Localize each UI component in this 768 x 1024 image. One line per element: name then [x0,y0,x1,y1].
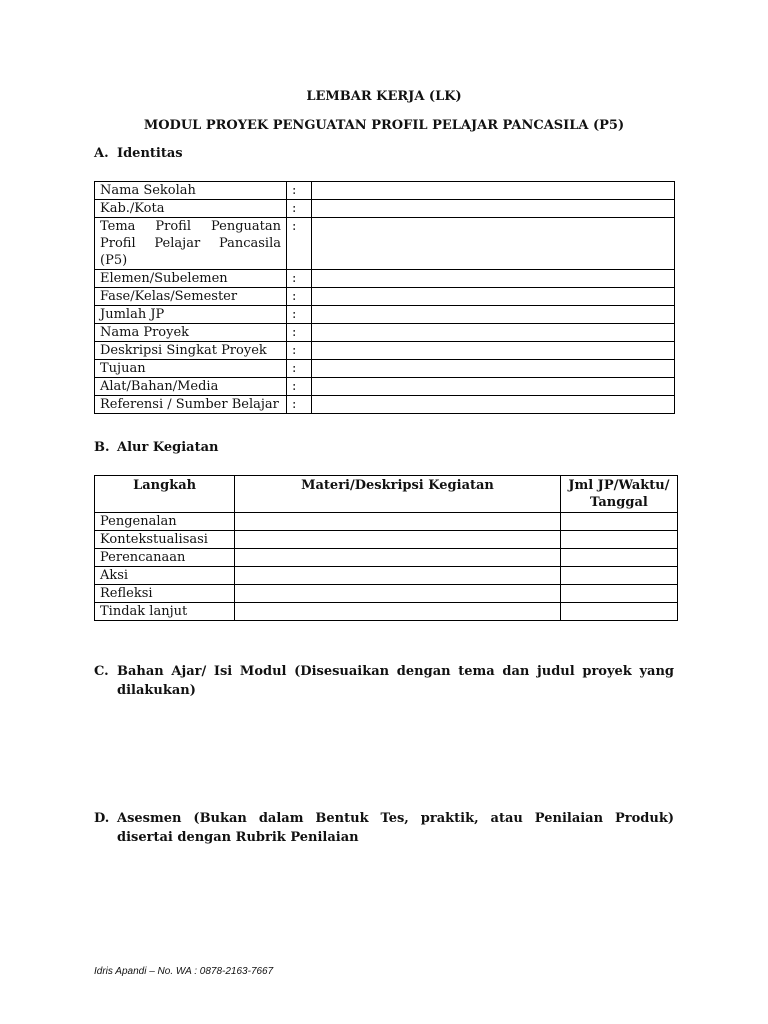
identitas-table [94,181,675,414]
alur-langkah: Refleksi [95,585,235,603]
alur-materi-field[interactable] [235,513,561,531]
identitas-value-field[interactable] [312,306,675,324]
alur-row [95,585,678,603]
identitas-value-field[interactable] [312,182,675,200]
alur-row [95,531,678,549]
identitas-colon: : [287,324,312,342]
section-d [94,809,674,847]
alur-langkah: Aksi [95,567,235,585]
alur-waktu-field[interactable] [560,549,677,567]
identitas-row [95,270,675,288]
identitas-label: Fase/Kelas/Semester [95,288,287,306]
alur-waktu-field[interactable] [560,531,677,549]
identitas-row [95,182,675,200]
alur-waktu-field[interactable] [560,513,677,531]
alur-waktu-field[interactable] [560,585,677,603]
document-title: LEMBAR KERJA (LK) [306,89,462,104]
identitas-row [95,396,675,414]
identitas-colon: : [287,270,312,288]
alur-row [95,549,678,567]
section-a-title: Identitas [117,146,183,161]
identitas-value-field[interactable] [312,360,675,378]
identitas-label: Elemen/Subelemen [95,270,287,288]
identitas-colon: : [287,396,312,414]
identitas-row [95,360,675,378]
alur-row [95,603,678,621]
identitas-row [95,218,675,270]
identitas-row [95,342,675,360]
identitas-label: Kab./Kota [95,200,287,218]
alur-materi-field[interactable] [235,603,561,621]
identitas-value-field[interactable] [312,342,675,360]
identitas-colon: : [287,378,312,396]
header-materi: Materi/Deskripsi Kegiatan [235,476,561,513]
section-c [94,662,674,700]
section-c-letter: C. [94,664,109,679]
identitas-row [95,200,675,218]
document-subtitle: MODUL PROYEK PENGUATAN PROFIL PELAJAR PANCASILA (P5) [143,118,625,133]
section-b-heading [94,440,218,455]
footer-contact: Idris Apandi – No. WA : 0878-2163-7667 [94,966,274,977]
identitas-colon: : [287,218,312,270]
alur-header-row [95,476,678,513]
identitas-row [95,324,675,342]
identitas-label: Alat/Bahan/Media [95,378,287,396]
section-b-letter: B. [94,440,110,455]
alur-waktu-field[interactable] [560,603,677,621]
section-a-letter: A. [94,146,109,161]
alur-kegiatan-table [94,475,678,621]
identitas-value-field[interactable] [312,288,675,306]
identitas-row [95,306,675,324]
identitas-label: Referensi / Sumber Belajar [95,396,287,414]
section-c-text: Bahan Ajar/ Isi Modul (Disesuaikan dengan tema dan judul proyek yang dilakukan) [117,664,674,698]
section-d-letter: D. [94,811,110,826]
identitas-value-field[interactable] [312,218,675,270]
header-langkah: Langkah [95,476,235,513]
section-d-text: Asesmen (Bukan dalam Bentuk Tes, praktik, atau Penilaian Produk) disertai dengan Rubrik Penilaian [117,811,674,845]
identitas-colon: : [287,360,312,378]
alur-row [95,567,678,585]
alur-materi-field[interactable] [235,585,561,603]
identitas-value-field[interactable] [312,270,675,288]
identitas-value-field[interactable] [312,378,675,396]
identitas-value-field[interactable] [312,396,675,414]
alur-materi-field[interactable] [235,531,561,549]
identitas-row [95,378,675,396]
alur-langkah: Perencanaan [95,549,235,567]
identitas-colon: : [287,288,312,306]
identitas-row [95,288,675,306]
identitas-value-field[interactable] [312,200,675,218]
identitas-value-field[interactable] [312,324,675,342]
identitas-label: Jumlah JP [95,306,287,324]
identitas-label: Deskripsi Singkat Proyek [95,342,287,360]
identitas-colon: : [287,342,312,360]
alur-waktu-field[interactable] [560,567,677,585]
identitas-colon: : [287,200,312,218]
alur-langkah: Kontekstualisasi [95,531,235,549]
alur-langkah: Tindak lanjut [95,603,235,621]
section-b-title: Alur Kegiatan [117,440,219,455]
header-waktu: Jml JP/Waktu/ Tanggal [560,476,677,513]
identitas-label: Nama Sekolah [95,182,287,200]
identitas-colon: : [287,306,312,324]
identitas-label: Nama Proyek [95,324,287,342]
section-a-heading [94,146,183,161]
identitas-label: Tema Profil Penguatan Profil Pelajar Pancasila (P5) [95,218,287,270]
alur-materi-field[interactable] [235,567,561,585]
identitas-colon: : [287,182,312,200]
identitas-label: Tujuan [95,360,287,378]
alur-langkah: Pengenalan [95,513,235,531]
alur-row [95,513,678,531]
alur-materi-field[interactable] [235,549,561,567]
